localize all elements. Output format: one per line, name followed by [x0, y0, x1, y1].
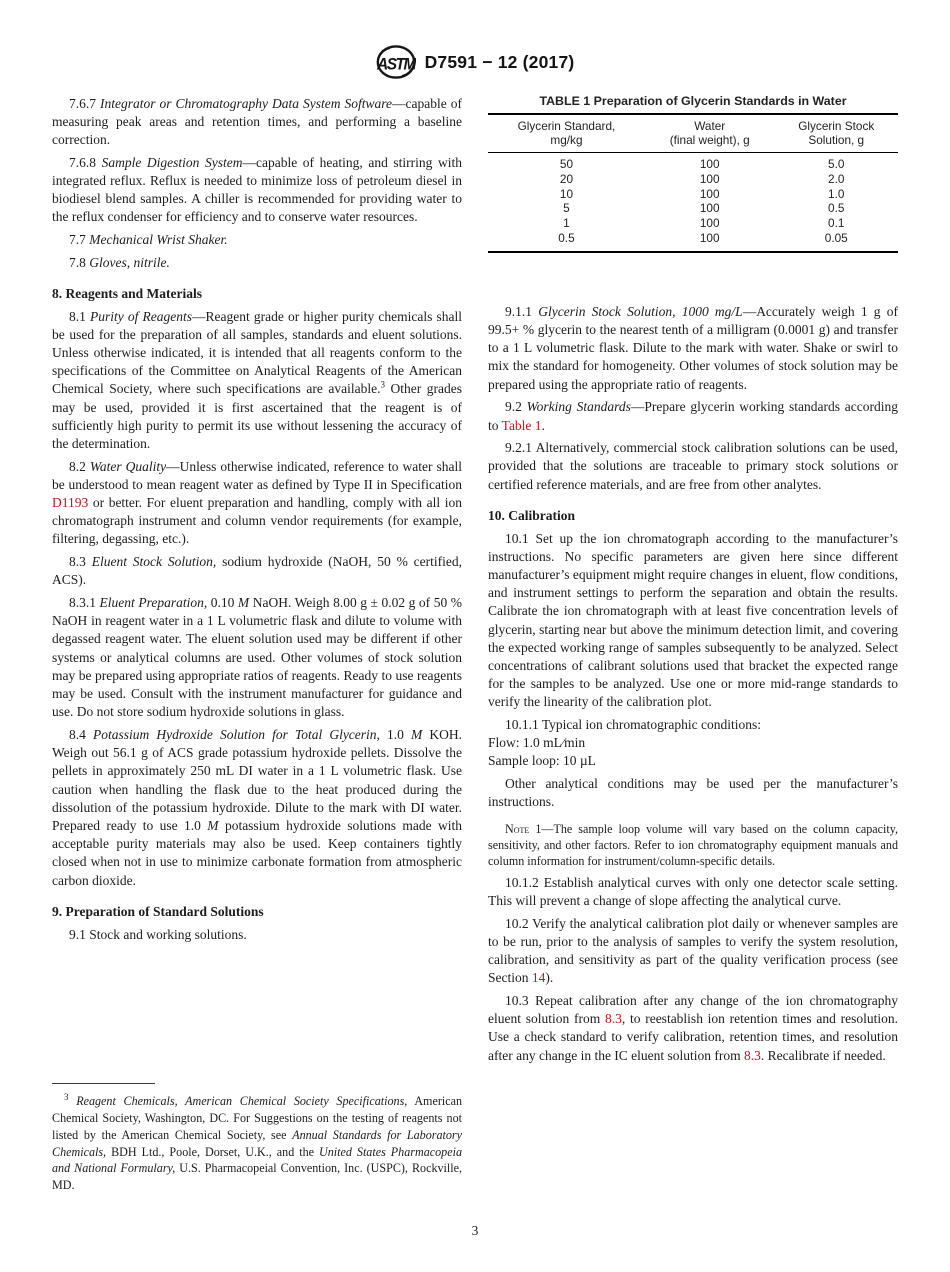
- text-segment: U.S. Pharmacopeial Convention, Inc. (USPC), Rockville, MD.: [52, 1161, 463, 1193]
- cross-reference-link[interactable]: 8.3: [604, 1011, 622, 1027]
- text-segment: Other grades may be used, provided it is first ascertained that the reagent is of sufficiently high purity to permit its use without lessening the accuracy of the determination.: [52, 381, 462, 451]
- text-segment: or better. For eluent preparation and handling, comply with all ion chromatograph instrument and column vendor requirements (for example, filtering, degassing, etc.).: [52, 495, 462, 547]
- text-segment: , to reestablish ion retention times and resolution. Use a check standard to verify calibration, retention times, and resolution after any change in the IC eluent solution from: [488, 1011, 898, 1063]
- table-cell: 0.5: [558, 230, 575, 245]
- text-segment: Reagent Chemicals, American Chemical Society Specifications: [76, 1094, 405, 1109]
- right-column: [488, 90, 898, 1196]
- table-header-line: Water: [694, 119, 726, 133]
- text-segment: M: [237, 595, 250, 611]
- text-segment: —Reagent grade or higher purity chemicals shall be used for the preparation of all samples, standards and eluent solutions. Unless otherwise indicated, it is intended that all reagents conform to the specifications of the Committee on Analytical Reagents of the American Chemical Society, where such specifications are available.: [52, 308, 462, 397]
- astm-logo-icon: [376, 44, 416, 80]
- table-row: [488, 187, 898, 202]
- text-segment: 8.3.1: [69, 595, 100, 611]
- text-segment: 8.4: [69, 727, 93, 742]
- table-row: [488, 153, 898, 172]
- table-cell: 20: [559, 171, 574, 186]
- left-column: [52, 90, 462, 1196]
- condition-flow: [488, 734, 898, 752]
- text-segment: 10.2 Verify the analytical calibration plot daily or whenever samples are to be run, prior to the analysis of samples to verify the system resolution, calibration, and sensitivity as part of the quality verification process (see Section: [488, 915, 898, 986]
- text-segment: 10.1.1 Typical ion chromatographic conditions:: [505, 717, 762, 733]
- table-cell: 0.1: [828, 216, 845, 231]
- table-header-line: Glycerin Stock: [798, 119, 875, 133]
- section-10-heading: [488, 507, 898, 525]
- left-column-text: [52, 90, 462, 944]
- section-9-2-1: [488, 439, 898, 494]
- text-segment: Other analytical conditions may be used per the manufacturer’s instructions.: [488, 776, 898, 810]
- table-cell: 10: [559, 186, 574, 201]
- text-segment: NaOH. Weigh 8.00 g ± 0.02 g of 50 % NaOH in reagent water in a 1 L volumetric flask and dilute to volume with degassed reagent water. The eluent solution used may be different if other systems or analytical columns are used. Other volumes of stock solution may be prepared using appropriate ratios of reagents. Ready to use reagents may be used. Consult with the instrument manufacturer for guidance and use. Do not store sodium hydroxide solutions in glass.: [52, 595, 462, 720]
- text-segment: 7.6.8: [69, 154, 102, 170]
- section-10-1: [488, 530, 898, 712]
- table-header-cell: [645, 114, 775, 153]
- text-segment: Sample Digestion System: [101, 154, 243, 170]
- text-segment: 7.7: [69, 231, 90, 247]
- text-segment: 8.1: [69, 308, 91, 324]
- text-segment: Potassium Hydroxide Solution for Total Glycerin,: [93, 727, 380, 742]
- footnote-3: [52, 1093, 462, 1194]
- table-cell: 5.0: [828, 157, 845, 171]
- section-9-2: [488, 398, 898, 434]
- text-segment: 10.3 Repeat calibration after any change of the ion chromatography eluent solution from: [488, 992, 898, 1027]
- cross-reference-link[interactable]: 8.3: [744, 1047, 761, 1063]
- text-segment: 0.10: [207, 595, 238, 611]
- condition-sample-loop: [488, 752, 898, 770]
- text-segment: Integrator or Chromatography Data System Software: [100, 95, 393, 111]
- text-segment: Working Standards: [526, 399, 631, 415]
- text-segment: Eluent Stock Solution,: [91, 554, 217, 570]
- table-header-cell: [775, 114, 899, 153]
- table-header-line: Solution, g: [808, 133, 865, 147]
- cross-reference-link[interactable]: D1193: [52, 495, 89, 511]
- text-segment: Flow: 1.0 mL⁄min: [488, 735, 586, 751]
- table-cell: 2.0: [828, 171, 845, 186]
- text-segment: Note: [505, 821, 530, 836]
- text-segment: 3: [64, 1092, 69, 1103]
- table-header-row: [488, 114, 898, 153]
- doc-number: D7591 − 12 (2017): [424, 51, 575, 72]
- svg-text:ASTM: ASTM: [376, 54, 415, 74]
- text-segment: United States Pharmacopeia and National Formulary,: [52, 1144, 462, 1176]
- text-segment: ).: [545, 970, 554, 986]
- section-7-8: [52, 254, 462, 272]
- text-segment: 10. Calibration: [488, 507, 576, 523]
- section-9-1-1: [488, 303, 898, 394]
- text-segment: 3: [380, 379, 385, 390]
- text-segment: KOH. Weigh out 56.1 g of ACS grade potassium hydroxide pellets. Dissolve the pellets in approximately 250 mL DI water in a 1 L volumetric flask. Use caution when handling the flask due to the heat produced during the dissolution of the potassium hydroxide. Dilute to the mark with DI water. Prepared ready to use 1.0: [52, 727, 463, 834]
- section-8-2: [52, 458, 462, 549]
- text-segment: . Recalibrate if needed.: [760, 1047, 886, 1063]
- table-header-line: (final weight), g: [669, 133, 750, 147]
- table-cell: 1.0: [828, 186, 845, 201]
- text-segment: 10.1.2 Establish analytical curves with only one detector scale setting. This will prevent a change of slope affecting the analytical curve.: [488, 874, 898, 908]
- table-cell: 50: [559, 157, 574, 171]
- text-segment: M: [207, 818, 219, 834]
- footnote-text: [52, 1093, 462, 1194]
- table-cell: 100: [699, 230, 720, 245]
- text-segment: 9. Preparation of Standard Solutions: [52, 903, 264, 919]
- text-segment: 8.3: [69, 554, 92, 570]
- text-segment: 10.1 Set up the ion chromatograph according to the manufacturer’s instructions. No specific parameters are given here since different manufacturer’s equipment might require changes in eluent, flow conditions, and instrument settings to perform the separation and obtain the results. Calibrate the ion chromatograph with at least five concentration levels of glycerin, starting near but above the minimum detection limit, and covering the expected working range of samples subsequently to be analyzed. Select concentrations of calibrant solutions used that bracket the expected range for the samples to be analyzed. Use one or more mid-range standards to verify the linearity of the calibration plot.: [488, 530, 898, 710]
- section-10-1-2: [488, 874, 898, 910]
- document-header: [0, 44, 950, 80]
- table-1-title: TABLE 1 Preparation of Glycerin Standards in Water: [539, 94, 847, 108]
- text-segment: —capable of measuring peak areas and retention times, and performing a baseline correction.: [52, 95, 462, 147]
- table-cell: 100: [699, 201, 720, 216]
- table-row: [488, 172, 898, 187]
- table-cell: 100: [699, 216, 720, 231]
- text-segment: , American Chemical Society, Washington, DC. For Suggestions on the testing of reagents not listed by the American Chemical Society, see: [52, 1094, 463, 1142]
- text-segment: —Accurately weigh 1 g of 99.5+ % glycerin to the nearest tenth of a milligram (0.0001 g) and transfer to a 1 L volumetric flask. Dilute to the mark with water. Shake or swirl to mix the standard for homogeneity. Other volumes of stock solution may be prepared using the appropriate ratio of reagents.: [488, 303, 899, 392]
- text-segment: Eluent Preparation,: [99, 595, 208, 611]
- table-cell: 0.5: [828, 201, 845, 216]
- text-segment: Mechanical Wrist Shaker.: [89, 231, 228, 247]
- table-cell: 5: [563, 201, 570, 216]
- text-segment: potassium hydroxide solutions made with acceptable purity materials may also be used. Keep containers tightly closed when not in use to minimize carbonate formation from atmospheric carbon dioxide.: [52, 818, 462, 888]
- table-row: [488, 216, 898, 231]
- table-row: [488, 231, 898, 252]
- text-segment: 9.1 Stock and working solutions.: [69, 926, 247, 942]
- table-1: [488, 94, 898, 253]
- table-cell: 100: [699, 171, 720, 186]
- text-segment: Purity of Reagents: [90, 308, 193, 324]
- text-segment: 8.2: [69, 458, 90, 474]
- section-10-1-1: [488, 716, 898, 734]
- section-8-1: [52, 308, 462, 454]
- table-header-cell: [488, 114, 645, 153]
- section-8-3-1: [52, 594, 462, 721]
- text-segment: Water Quality: [89, 458, 167, 474]
- table-1-grid: [488, 113, 898, 253]
- table-cell: 1: [563, 216, 570, 231]
- text-segment: Gloves, nitrile.: [89, 254, 170, 270]
- note-1: [488, 821, 898, 870]
- conditions-other: [488, 775, 898, 811]
- text-segment: 9.1.1: [505, 303, 539, 319]
- text-segment: 8. Reagents and Materials: [52, 285, 202, 301]
- text-segment: 1—The sample loop volume will vary based on the column capacity, sensitivity, and other factors. Refer to ion chromatography equipment manuals and column information for instrument/column-specific details.: [488, 821, 898, 868]
- text-segment: 7.8: [69, 254, 90, 270]
- section-9-1: [52, 926, 462, 944]
- section-7-7: [52, 231, 462, 249]
- cross-reference-link[interactable]: 14: [531, 970, 546, 986]
- text-segment: Annual Standards for Laboratory Chemicals,: [52, 1127, 462, 1159]
- table-header-line: mg/kg: [550, 133, 583, 147]
- text-segment: .: [541, 417, 545, 433]
- section-8-heading: [52, 285, 462, 303]
- right-column-text: [488, 303, 898, 1065]
- text-segment: 9.2.1 Alternatively, commercial stock calibration solutions can be used, provided that the solutions are traceable to primary stock solutions or certified reference materials, and are free from other analytes.: [488, 440, 898, 492]
- text-segment: BDH Ltd., Poole, Dorset, U.K., and the: [106, 1144, 319, 1159]
- table-row: [488, 201, 898, 216]
- section-7-6-7: [52, 95, 462, 150]
- text-segment: Sample loop: 10 µL: [488, 753, 596, 769]
- text-segment: Glycerin Stock Solution, 1000 mg/L: [538, 303, 743, 319]
- section-7-6-8: [52, 154, 462, 227]
- footnote-area: [52, 1083, 462, 1196]
- section-9-heading: [52, 903, 462, 921]
- table-cell: 0.05: [824, 230, 848, 245]
- section-8-4: [52, 726, 462, 890]
- text-segment: sodium hydroxide (NaOH, 50 % certified, ACS).: [52, 554, 463, 588]
- text-segment: —Unless otherwise indicated, reference to water shall be understood to mean reagent water as defined by Type II in Specification: [52, 458, 462, 492]
- text-segment: M: [411, 727, 423, 742]
- section-10-3: [488, 992, 898, 1065]
- section-8-3: [52, 553, 462, 589]
- page-number: 3: [471, 1223, 479, 1238]
- text-segment: 9.2: [505, 399, 527, 415]
- table-header-line: Glycerin Standard,: [517, 119, 616, 133]
- page-body: [52, 90, 898, 1196]
- cross-reference-link[interactable]: Table 1: [501, 417, 542, 433]
- section-10-2: [488, 915, 898, 988]
- text-segment: 7.6.7: [69, 95, 101, 111]
- text-segment: —capable of heating, and stirring with integrated reflux. Reflux is needed to minimize loss of petroleum diesel in biodiesel blend samples. A chiller is recommended for providing water to the reflux condenser for efficiency and to conserve water resources.: [52, 154, 462, 225]
- table-cell: 100: [699, 157, 720, 171]
- footnote-divider: [52, 1083, 155, 1084]
- table-cell: 100: [699, 186, 720, 201]
- text-segment: 1.0: [379, 727, 412, 742]
- text-segment: —Prepare glycerin working standards according to: [488, 399, 898, 433]
